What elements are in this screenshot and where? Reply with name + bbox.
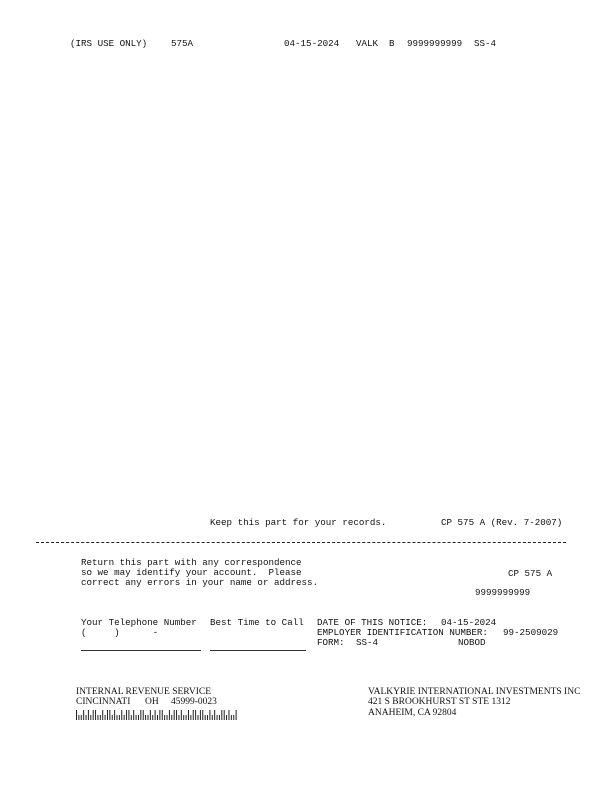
barcode-bar-half	[152, 715, 153, 720]
form-value: SS-4	[356, 637, 379, 648]
return-line-1: Return this part with any correspondence	[81, 557, 302, 568]
barcode-bar-half	[136, 715, 137, 720]
barcode-bar-full	[93, 710, 94, 720]
barcode-bar-full	[181, 710, 182, 720]
notice-date-label: DATE OF THIS NOTICE:	[317, 617, 428, 628]
barcode-bar-half	[190, 715, 191, 720]
barcode-bar-half	[105, 715, 106, 720]
barcode-bar-half	[226, 715, 227, 720]
return-line-3: correct any errors in your name or address.	[81, 577, 319, 588]
barcode-bar-half	[138, 715, 139, 720]
recipient-street: 421 S BROOKHURST ST STE 1312	[368, 697, 511, 707]
barcode-bar-half	[217, 715, 218, 720]
barcode-bar-half	[183, 715, 184, 720]
barcode-bar-full	[102, 710, 103, 720]
irs-state: OH	[145, 697, 159, 707]
barcode-bar-full	[176, 710, 177, 720]
barcode-bar-half	[186, 715, 187, 720]
barcode-bar-full	[174, 710, 175, 720]
barcode-bar-half	[198, 715, 199, 720]
barcode-bar-full	[195, 710, 196, 720]
irs-city: CINCINNATI	[76, 697, 131, 707]
barcode-bar-full	[224, 710, 225, 720]
irs-zip: 45999-0023	[171, 697, 217, 707]
ein-value: 99-2509029	[503, 627, 559, 638]
barcode-bar-half	[124, 715, 125, 720]
barcode-bar-full	[159, 710, 160, 720]
barcode-bar-half	[119, 715, 120, 720]
barcode-bar-full	[193, 710, 194, 720]
irs-name: INTERNAL REVENUE SERVICE	[76, 687, 212, 697]
recipient-name: VALKYRIE INTERNATIONAL INVESTMENTS INC	[368, 687, 581, 697]
barcode-bar-half	[78, 715, 79, 720]
barcode-bar-half	[212, 715, 213, 720]
postal-barcode	[76, 710, 238, 720]
return-number: 9999999999	[475, 587, 531, 598]
header-form: SS-4	[474, 38, 497, 49]
return-cp-code: CP 575 A	[508, 568, 553, 579]
barcode-bar-full	[202, 710, 203, 720]
barcode-bar-full	[236, 710, 237, 720]
barcode-bar-half	[86, 715, 87, 720]
barcode-bar-full	[140, 710, 141, 720]
tear-line	[36, 542, 566, 543]
nobod-code: NOBOD	[458, 637, 486, 648]
telephone-format: ( ) -	[81, 627, 159, 638]
barcode-bar-full	[150, 710, 151, 720]
header-letter: B	[389, 38, 395, 49]
barcode-bar-half	[117, 715, 118, 720]
barcode-bar-half	[171, 715, 172, 720]
barcode-bar-full	[221, 710, 222, 720]
barcode-bar-full	[107, 710, 108, 720]
barcode-bar-half	[100, 715, 101, 720]
barcode-bar-half	[167, 715, 168, 720]
notice-date-value: 04-15-2024	[441, 617, 497, 628]
barcode-bar-full	[114, 710, 115, 720]
barcode-bar-half	[207, 715, 208, 720]
barcode-bar-full	[109, 710, 110, 720]
telephone-label: Your Telephone Number	[81, 617, 197, 628]
barcode-bar-full	[76, 710, 77, 720]
barcode-bar-full	[214, 710, 215, 720]
keep-records-text: Keep this part for your records.	[210, 517, 387, 528]
barcode-bar-half	[233, 715, 234, 720]
recipient-city-line: ANAHEIM, CA 92804	[368, 708, 457, 718]
barcode-bar-half	[97, 715, 98, 720]
barcode-bar-half	[164, 715, 165, 720]
barcode-bar-full	[188, 710, 189, 720]
barcode-bar-half	[112, 715, 113, 720]
barcode-bar-half	[231, 715, 232, 720]
header-date: 04-15-2024	[284, 38, 340, 49]
form-revision: CP 575 A (Rev. 7-2007)	[441, 517, 563, 528]
barcode-bar-full	[121, 710, 122, 720]
best-time-field[interactable]	[210, 650, 306, 651]
barcode-bar-full	[209, 710, 210, 720]
irs-use-only-label: (IRS USE ONLY)	[70, 38, 148, 49]
barcode-bar-full	[228, 710, 229, 720]
barcode-bar-half	[81, 715, 82, 720]
form-label: FORM:	[317, 637, 345, 648]
barcode-bar-half	[205, 715, 206, 720]
name-control: VALK	[356, 38, 379, 49]
barcode-bar-full	[128, 710, 129, 720]
return-line-2: so we may identify your account. Please	[81, 567, 302, 578]
barcode-bar-full	[126, 710, 127, 720]
barcode-bar-half	[131, 715, 132, 720]
barcode-bar-half	[157, 715, 158, 720]
barcode-bar-full	[169, 710, 170, 720]
barcode-bar-half	[219, 715, 220, 720]
barcode-bar-full	[133, 710, 134, 720]
barcode-bar-half	[178, 715, 179, 720]
barcode-bar-half	[145, 715, 146, 720]
ein-label: EMPLOYER IDENTIFICATION NUMBER:	[317, 627, 488, 638]
barcode-bar-full	[95, 710, 96, 720]
telephone-field[interactable]	[81, 650, 201, 651]
barcode-bar-full	[88, 710, 89, 720]
barcode-bar-half	[147, 715, 148, 720]
notice-code: 575A	[171, 38, 194, 49]
barcode-bar-full	[143, 710, 144, 720]
best-time-label: Best Time to Call	[210, 617, 304, 628]
barcode-bar-full	[83, 710, 84, 720]
barcode-bar-full	[162, 710, 163, 720]
barcode-bar-full	[155, 710, 156, 720]
header-number: 9999999999	[407, 38, 463, 49]
barcode-bar-half	[90, 715, 91, 720]
barcode-bar-full	[200, 710, 201, 720]
